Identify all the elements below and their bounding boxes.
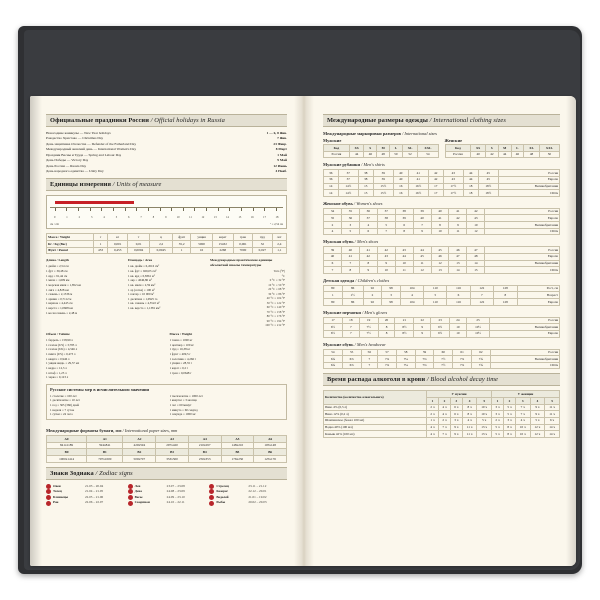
units-section-header bbox=[46, 178, 287, 191]
table-row: Коньяк 42% (100 мл) 4 ч 7 ч 9 ч 11 ч 13 ч 5 ч 8 ч 10 ч 12 ч 14 ч bbox=[324, 431, 560, 438]
zodiac-column-3 bbox=[209, 484, 287, 506]
table-row: 1 1½ 2 3 4 5 6 7 8 Возраст bbox=[324, 292, 560, 299]
list-item: Дева 24.08 – 23.09 bbox=[128, 489, 206, 495]
women-size-table-wrap bbox=[445, 138, 561, 158]
units-column-volume: Объем / Volume 1 баррель = 158,99 л 1 галлон (US) = 3,785 л 1 галлон (UK) = 4,546 л 1 пинта (US) = 0,473 л 1 кварта = 0,946 л 1 унция жидк. = 29,57 мл 1 ведро = 12,3 л 1 штоф = 1,23 л 1 чарка = 0,123 л bbox=[46, 331, 80, 380]
table-row: Количество (количество алкогольного) У мужчин У женщин bbox=[324, 391, 560, 398]
list-item: День народного единства — Unity Day 4 Нояб. bbox=[46, 168, 287, 173]
holidays-title-lat: / Official holidays in Russia bbox=[150, 117, 225, 124]
clothing-subtitle: Международные маркировки размеров / International sizes bbox=[323, 131, 437, 136]
ruler-widget bbox=[46, 195, 287, 229]
table-row: 14 14½ 15 15½ 16 16½ 17 17½ 18 18½ Великобритания bbox=[324, 183, 560, 190]
list-item: Международный женский день — International Women's Day 8 Март bbox=[46, 147, 287, 152]
table-row: A0 A1 A2 A3 A4 A5 A6 bbox=[47, 436, 287, 443]
time-units-box bbox=[46, 384, 287, 420]
paper-sizes-table bbox=[46, 435, 287, 463]
table-row: Вино 12% (0,2 л) 2 ч 4 ч 6 ч 8 ч 10 ч 3 ч 5 ч 7 ч 9 ч 11 ч bbox=[324, 411, 560, 418]
table-row: Пиво 4% (0,5 л) 2 ч 4 ч 6 ч 8 ч 10 ч 3 ч 5 ч 7 ч 9 ч 11 ч bbox=[324, 404, 560, 411]
table-row: 6½ 7 7½ 8 8½ 9 9½ 10 10½ Великобритания bbox=[324, 324, 560, 331]
zodiac-symbol-icon bbox=[46, 489, 51, 494]
ruler-numbers: 0 1 2 3 4 5 6 7 8 9 10 11 12 13 14 15 16 17 18 bbox=[53, 216, 279, 220]
table-row: 6¾ 6⅞ 7 7⅛ 7¼ 7⅜ 7½ 7⅝ 7¾ Великобритания bbox=[324, 356, 560, 363]
list-item: День России — Russia Day 12 Июнь bbox=[46, 163, 287, 168]
size-block-table-5 bbox=[323, 349, 560, 370]
list-item: Овен 21.03 – 20.04 bbox=[46, 484, 124, 490]
size-block-table-3 bbox=[323, 285, 560, 306]
ruler-ticks bbox=[50, 207, 283, 216]
table-row: 35 36 37 38 39 40 41 42 43 Европа bbox=[324, 215, 560, 222]
intl-size-tables bbox=[323, 138, 560, 158]
ruler-caption-right: " = 2,54 см bbox=[269, 222, 283, 227]
table-row: 7 8 9 10 11 12 13 14 15 США bbox=[324, 267, 560, 274]
holidays-list bbox=[46, 131, 287, 174]
table-row: 6¾ 6⅞ 7 7⅛ 7¼ 7⅜ 7½ 7⅝ 7¾ США bbox=[324, 362, 560, 369]
table-row: 36 37 38 39 40 41 42 43 44 45 Европа bbox=[324, 176, 560, 183]
zodiac-symbol-icon bbox=[46, 484, 51, 489]
clothing-section-header: Международные размеры одежды / International clothing sizes bbox=[323, 114, 560, 127]
table-row: 36 37 38 39 40 41 42 43 44 45 Россия bbox=[324, 170, 560, 177]
list-item: Рыбы 20.02 – 20.03 bbox=[209, 500, 287, 506]
zodiac-symbol-icon bbox=[209, 501, 214, 506]
size-block-table-2 bbox=[323, 246, 560, 274]
time-units-title: Русские системы мер в исчислительном значении bbox=[50, 386, 150, 392]
table-row: 4 5 6 7 8 9 10 11 12 США bbox=[324, 228, 560, 235]
table-row: Водка 40% (100 мл) 4 ч 7 ч 9 ч 11 ч 13 ч 5 ч 8 ч 10 ч 12 ч 14 ч bbox=[324, 424, 560, 431]
table-row: 80 86 92 98 104 110 116 122 128 Европа bbox=[324, 299, 560, 306]
size-block-title-3: Детская одежда / Children's clothes bbox=[323, 277, 390, 283]
zodiac-column-2 bbox=[128, 484, 206, 506]
table-row: Россия 44 46 48 50 52 54 bbox=[324, 151, 439, 158]
zodiac-list bbox=[46, 484, 287, 506]
units-column-temperature: Международные практические единицы абсолютной шкалы температуры Тяга (°F) °C 0 °C = 32 °F 10 °C = 50 °F 20 °C = 68 °F 30 °C = 86 °F 40 °C = 104 °F 50 °C = 122 °F 60 °C = 140 °F 70 °C = 158 °F 80 °C = 176 °F 90 °C = 194 °F 100 °C = 212 °F bbox=[210, 258, 285, 328]
units-title-lat: / Units of measure bbox=[112, 181, 162, 189]
list-item: Рак 22.06 – 22.07 bbox=[46, 500, 124, 506]
list-item: Новогодние каникулы — New Year holidays 1 — 6, 8 Янв. bbox=[46, 131, 287, 135]
table-row: 841x1189 594x841 420x594 297x420 210x297 148x210 105x148 bbox=[47, 442, 287, 449]
list-item: Стрелец 23.11 – 21.12 bbox=[209, 484, 287, 490]
list-item: Близнецы 22.05 – 21.06 bbox=[46, 495, 124, 501]
size-block-title-2: Мужская обувь / Men's shoes bbox=[323, 239, 379, 245]
zodiac-symbol-icon bbox=[209, 484, 214, 489]
zodiac-symbol-icon bbox=[46, 495, 51, 500]
table-row: 1000x1414 707x1000 500x707 353x500 250x353 176x250 125x176 bbox=[47, 455, 287, 462]
table-row: Масса / Weight г кг т ц фунт унция карат гран пуд лот bbox=[47, 234, 287, 241]
holidays-section-header bbox=[46, 114, 287, 127]
table-row: 17 18 19 20 21 22 23 24 25 Россия bbox=[324, 317, 560, 324]
size-block-table-0 bbox=[323, 169, 560, 197]
table-row: Кг / Kg (Вес) 1 0,001 0,01 2,2 35,2 5000 15432 0,061 32 2,4 bbox=[47, 241, 287, 248]
right-page bbox=[303, 96, 576, 566]
weight-conversion-table bbox=[46, 233, 287, 254]
size-block-title-5: Мужские обувь / Men's headwear bbox=[323, 341, 386, 347]
women-label: Женские bbox=[444, 138, 463, 143]
list-item: Скорпион 24.10 – 22.11 bbox=[128, 500, 206, 506]
zodiac-symbol-icon bbox=[209, 489, 214, 494]
zodiac-symbol-icon bbox=[128, 484, 133, 489]
ruler-caption-left: см / cm bbox=[50, 222, 59, 227]
list-item: Праздник Весны и Труда — Spring and Labour Day 1 Май bbox=[46, 152, 287, 157]
table-row: Код XS S M L XL XXL bbox=[445, 145, 560, 152]
list-item: Весы 24.09 – 23.10 bbox=[128, 495, 206, 501]
table-row: 54 55 56 57 58 59 60 61 62 Россия bbox=[324, 349, 560, 356]
zodiac-symbol-icon bbox=[128, 495, 133, 500]
units-columns-2 bbox=[46, 332, 287, 380]
ruler-captions bbox=[50, 222, 283, 226]
table-row: Россия 40 42 44 46 48 50 bbox=[445, 151, 560, 158]
ruler-red-indicator bbox=[55, 201, 134, 204]
zodiac-section-header: Знаки Зодиака / Zodiac signs bbox=[46, 467, 287, 480]
planner-spread bbox=[30, 96, 576, 566]
units-column-length: Длина / Length 1 дюйм = 2,54 см 1 фут = 30,48 см 1 ярд = 91,44 см 1 миля = 1,609 км 1 морская миля = 1,852 км 1 лига = 4,828 км 1 сажень = 2,1336 м 1 аршин = 0,7112 м 1 вершок = 4,445 см 1 верста = 1,0668 км 1 косая сажень = 2,48 м bbox=[46, 258, 81, 315]
size-block-table-1 bbox=[323, 208, 560, 236]
men-size-table bbox=[323, 144, 439, 158]
table-row: 40 41 42 43 44 45 46 47 48 Европа bbox=[324, 253, 560, 260]
list-item: Козерог 22.12 – 20.01 bbox=[209, 489, 287, 495]
time-units-left: 1 столетие = 100 лет 1 десятилетие = 10 лет 1 год = 365 (366) дней 1 неделя = 7 суток 1 сутки = 24 часа bbox=[50, 393, 80, 417]
zodiac-symbol-icon bbox=[128, 501, 133, 506]
zodiac-symbol-icon bbox=[46, 501, 51, 506]
men-size-table-wrap bbox=[323, 138, 439, 158]
size-block-title-4: Мужские перчатки / Men's gloves bbox=[323, 309, 388, 315]
size-block-table-4 bbox=[323, 317, 560, 338]
table-row: 80 86 92 98 104 110 116 122 128 Рост, см bbox=[324, 285, 560, 292]
zodiac-symbol-icon bbox=[128, 489, 133, 494]
list-item: Рождество Христово — Christmas Day 7 Янв. bbox=[46, 136, 287, 141]
table-row: 14 14½ 15 15½ 16 16½ 17 17½ 18 18½ США bbox=[324, 190, 560, 197]
list-item: День защитника Отечества — Defender of the Fatherland Day 23 Февр. bbox=[46, 141, 287, 146]
holidays-title-ru: Официальные праздники России bbox=[50, 117, 149, 124]
table-row: Фунт / Pound 453 0,453 0,0004 0,0045 1 16 2268 7000 0,027 1,1 bbox=[47, 247, 287, 254]
table-row: 34 35 36 37 38 39 40 41 42 Россия bbox=[324, 208, 560, 215]
men-label: Мужские bbox=[323, 138, 342, 143]
units-column-mass: Масса / Weight 1 тонна = 1000 кг 1 центнер = 100 кг 1 пуд = 16,38 кг 1 фунт = 409,5 г 1 золотник = 4,266 г 1 унция = 28,35 г 1 карат = 0,2 г 1 гран = 0,0648 г bbox=[169, 331, 197, 375]
left-page bbox=[30, 96, 303, 566]
table-row: B0 B1 B2 B3 B4 B5 B6 bbox=[47, 449, 287, 456]
list-item: Телец 21.04 – 21.05 bbox=[46, 489, 124, 495]
units-columns bbox=[46, 258, 287, 328]
zodiac-symbol-icon bbox=[209, 495, 214, 500]
alcohol-section-header: Время распада алкоголя в крови / Blood alcohol decay time bbox=[323, 373, 560, 386]
units-column-area: Площадь / Area 1 кв. дюйм = 6,4516 см² 1 кв. фут = 929,03 см² 1 кв. ярд = 0,8361 м² 1 акр = 4046,86 м² 1 кв. миля = 2,59 км² 1 ар (сотка) = 100 м² 1 гектар = 10 000 м² 1 десятина = 1,0925 га 1 кв. сажень = 4,5522 м² 1 кв. верста = 1,1381 км² bbox=[128, 258, 161, 311]
time-units-right: 1 тысячелетие = 1000 лет 1 квартал = 3 месяца 1 час = 60 минут 1 минута = 60 секунд 1 секунда = 1000 мс bbox=[169, 393, 203, 417]
table-row: Код XS S M L XL XXL bbox=[324, 145, 439, 152]
zodiac-column-1 bbox=[46, 484, 124, 506]
table-row: 1 2 3 4 5 1 2 3 4 5 bbox=[324, 398, 560, 405]
table-row: Шампанское (бокал 100 мл) 1 ч 2 ч 3 ч 4 ч 5 ч 2 ч 3 ч 4 ч 5 ч 6 ч bbox=[324, 417, 560, 424]
table-row: 39 40 41 42 43 44 45 46 47 Россия bbox=[324, 247, 560, 254]
units-title-ru: Единицы измерения bbox=[50, 181, 112, 189]
list-item: Водолей 21.01 – 19.02 bbox=[209, 495, 287, 501]
table-row: 2 3 4 5 6 7 8 9 10 Великобритания bbox=[324, 222, 560, 229]
women-size-table bbox=[445, 144, 561, 158]
paper-sizes-title: Международные форматы бумаги, мм / International paper sizes, mm bbox=[46, 428, 178, 434]
alcohol-decay-table bbox=[323, 390, 560, 437]
table-row: 6½ 7 7½ 8 8½ 9 9½ 10 10½ Европа bbox=[324, 330, 560, 337]
size-block-title-0: Мужские рубашки / Men's shirts bbox=[323, 162, 385, 168]
list-item: Лев 23.07 – 23.08 bbox=[128, 484, 206, 490]
ruler-bar bbox=[50, 198, 283, 207]
size-block-title-1: Женские обувь / Women's shoes bbox=[323, 200, 383, 206]
table-row: 6 7 8 9 10 11 12 13 14 Великобритания bbox=[324, 260, 560, 267]
list-item: День Победы — Victory Day 9 Май bbox=[46, 158, 287, 163]
